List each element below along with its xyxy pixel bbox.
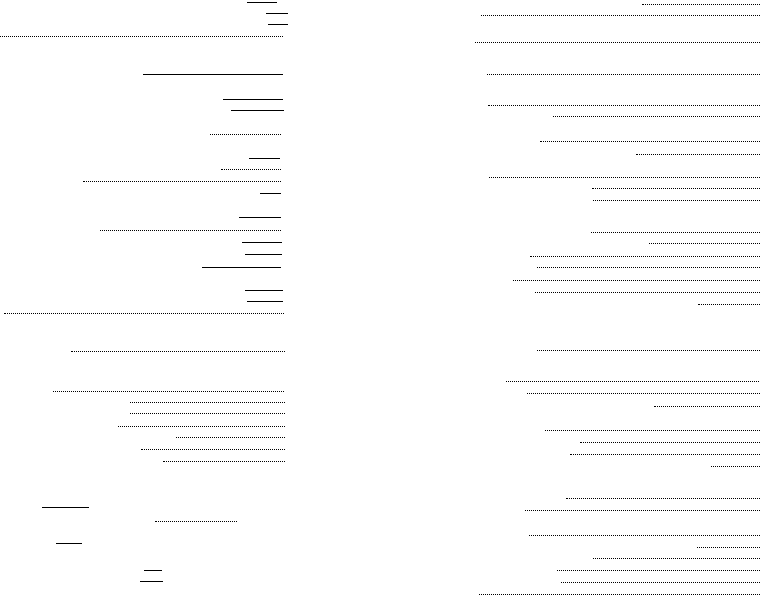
right-dotted-leader-22	[654, 406, 760, 407]
left-solid-rule-7	[231, 110, 284, 111]
right-dotted-leader-7	[540, 141, 760, 142]
left-dotted-leader-23	[130, 402, 285, 403]
left-dotted-leader-14	[100, 230, 281, 231]
right-dotted-leader-12	[591, 232, 760, 233]
left-dotted-leader-21	[71, 351, 285, 352]
right-dotted-leader-27	[566, 498, 760, 499]
right-dotted-leader-20	[506, 381, 759, 382]
left-dotted-leader-4	[0, 36, 283, 37]
left-dotted-leader-11	[83, 181, 281, 182]
right-dotted-leader-8	[636, 154, 760, 155]
right-dotted-leader-1	[642, 4, 760, 5]
left-dotted-leader-20	[4, 313, 284, 314]
right-dotted-leader-15	[537, 267, 760, 268]
right-dotted-leader-2	[481, 15, 760, 16]
left-solid-rule-2	[266, 13, 288, 14]
right-dotted-leader-9	[489, 177, 760, 178]
right-dotted-leader-5	[488, 105, 760, 106]
right-dotted-leader-16	[513, 280, 760, 281]
left-solid-rule-12	[260, 193, 281, 194]
left-solid-rule-33	[140, 581, 163, 582]
right-dotted-leader-26	[711, 466, 760, 467]
left-solid-rule-29	[42, 507, 89, 508]
left-dotted-leader-8	[210, 134, 281, 135]
right-dotted-leader-32	[557, 570, 760, 571]
right-dotted-leader-33	[561, 582, 760, 583]
right-dotted-leader-29	[529, 535, 760, 536]
left-solid-rule-16	[245, 254, 282, 255]
left-solid-rule-3	[268, 24, 288, 25]
left-solid-rule-1	[247, 2, 277, 3]
right-dotted-leader-17	[535, 292, 760, 293]
right-dotted-leader-24	[580, 442, 760, 443]
right-dotted-leader-14	[530, 256, 760, 257]
right-dotted-leader-10	[592, 188, 760, 189]
left-dotted-leader-27	[141, 449, 285, 450]
right-dotted-leader-21	[527, 393, 760, 394]
right-dotted-leader-3	[475, 42, 760, 43]
left-solid-rule-13	[239, 217, 281, 218]
left-solid-rule-31	[56, 543, 82, 544]
right-dotted-leader-23	[545, 430, 760, 431]
left-dotted-leader-30	[155, 521, 237, 522]
left-dotted-leader-25	[118, 426, 285, 427]
right-dotted-leader-28	[525, 510, 760, 511]
left-dotted-leader-28	[163, 461, 285, 462]
left-solid-rule-32	[144, 570, 162, 571]
left-solid-rule-18	[245, 290, 283, 291]
left-dotted-leader-10	[221, 169, 281, 170]
left-solid-rule-17	[202, 267, 281, 268]
left-dotted-leader-26	[176, 437, 285, 438]
right-dotted-leader-31	[593, 558, 760, 559]
left-solid-rule-19	[247, 301, 283, 302]
left-dotted-leader-22	[53, 391, 284, 392]
right-dotted-leader-4	[487, 74, 760, 75]
left-solid-rule-9	[249, 158, 280, 159]
left-dotted-leader-24	[130, 413, 285, 414]
right-dotted-leader-30	[697, 547, 760, 548]
right-dotted-leader-13	[649, 243, 760, 244]
right-dotted-leader-25	[570, 454, 760, 455]
right-dotted-leader-19	[537, 350, 760, 351]
left-solid-rule-15	[242, 242, 282, 243]
right-dotted-leader-11	[593, 200, 760, 201]
left-solid-rule-6	[223, 99, 283, 100]
right-dotted-leader-6	[553, 116, 760, 117]
right-dotted-leader-18	[698, 304, 760, 305]
left-solid-rule-5	[143, 74, 283, 75]
